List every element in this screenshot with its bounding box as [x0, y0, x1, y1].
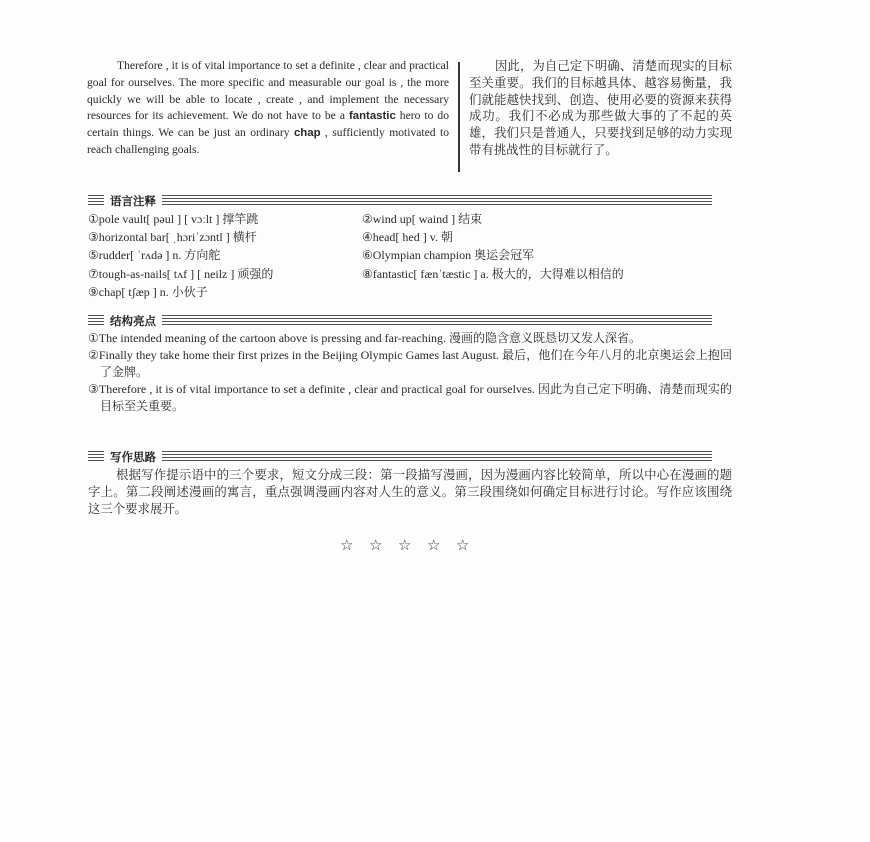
note-item: ②wind up[ waind ] 结束 — [362, 212, 483, 226]
star-icon: ☆ — [369, 536, 383, 554]
notes-row — [88, 228, 728, 246]
structure-highlights — [88, 330, 732, 415]
section-header-thinking — [88, 451, 712, 463]
notes-row — [88, 246, 728, 264]
star-icon: ☆ — [427, 536, 441, 554]
note-item: ⑦tough-as-nails[ tʌf ] [ neilz ] 顽强的 — [88, 266, 274, 281]
star-icon: ☆ — [398, 536, 412, 554]
section-title-structure: 结构亮点 — [104, 313, 162, 329]
notes-row — [88, 265, 728, 283]
column-divider — [458, 62, 460, 172]
highlight-item: ③Therefore , it is of vital importance to set a definite , clear and practical goal for ourselves. 因此为自己定下明确、清楚而现实的目标至关重要。 — [88, 382, 732, 413]
star-icon: ☆ — [340, 536, 354, 554]
english-text-3: , sufficiently motivated to reach challenging goals. — [87, 126, 450, 156]
star-divider — [340, 536, 490, 554]
keyword-chap: chap — [293, 127, 321, 140]
chinese-text: 因此，为自己定下明确、清楚而现实的目标至关重要。我们的目标越具体、越容易衡量，我们就能越快找到、创造、使用必要的资源来获得成功。我们不必成为那些做大事的了不起的英雄，我们只是普通人，只要找到足够的动力实现带有挑战性的目标就行了。 — [469, 58, 732, 157]
chinese-paragraph — [469, 58, 732, 159]
note-item: ④head[ hed ] v. 朝 — [362, 230, 453, 245]
section-title-thinking: 写作思路 — [104, 449, 162, 465]
note-item: ⑨chap[ tʃæp ] n. 小伙子 — [88, 284, 208, 299]
writing-approach-text: 根据写作提示语中的三个要求，短文分成三段：第一段描写漫画，因为漫画内容比较简单，所以中心在漫画的题字上。第二段阐述漫画的寓言，重点强调漫画内容对人生的意义。第三段围绕如何确定目标进行讨论。写作应该围绕这三个要求展开。 — [88, 467, 732, 517]
english-paragraph — [87, 58, 449, 159]
english-text-2: hero to do certain things. We can be just an ordinary — [87, 109, 449, 140]
star-icon: ☆ — [456, 536, 470, 554]
note-item: ③horizontal bar[ ˌhɔriˈzɔntl ] 横杆 — [88, 230, 257, 245]
language-notes — [88, 210, 728, 301]
note-item: ⑧fantastic[ fænˈtæstic ] a. 极大的，大得难以相信的 — [362, 266, 624, 281]
note-item: ①pole vault[ pəul ] [ vɔːlt ] 撑竿跳 — [88, 212, 259, 226]
section-header-structure — [88, 315, 712, 327]
english-text-1: Therefore , it is of vital importance to set a definite , clear and practical goal for ourselves. The more specific and measurable our goal is , the more quickly we will be able to locate , create , and implement the necessary resources for its achievement. We do not have to be a — [87, 59, 449, 123]
section-title-notes: 语言注释 — [104, 193, 162, 209]
notes-row — [88, 283, 728, 301]
highlight-item: ①The intended meaning of the cartoon above is pressing and far-reaching. 漫画的隐含意义既恳切又发人深省。 — [88, 331, 642, 345]
note-item: ⑤rudder[ ˈrʌdə ] n. 方向舵 — [88, 248, 221, 263]
note-item: ⑥Olympian champion 奥运会冠军 — [362, 248, 535, 263]
highlight-item: ②Finally they take home their first prizes in the Beijing Olympic Games last August. 最后，他们在今年八月的北京奥运会上抱回了金牌。 — [88, 348, 732, 379]
writing-approach — [88, 466, 732, 518]
bilingual-passage — [87, 58, 732, 174]
notes-row — [88, 210, 728, 228]
section-header-notes — [88, 195, 712, 207]
keyword-fantastic: fantastic — [348, 110, 396, 123]
